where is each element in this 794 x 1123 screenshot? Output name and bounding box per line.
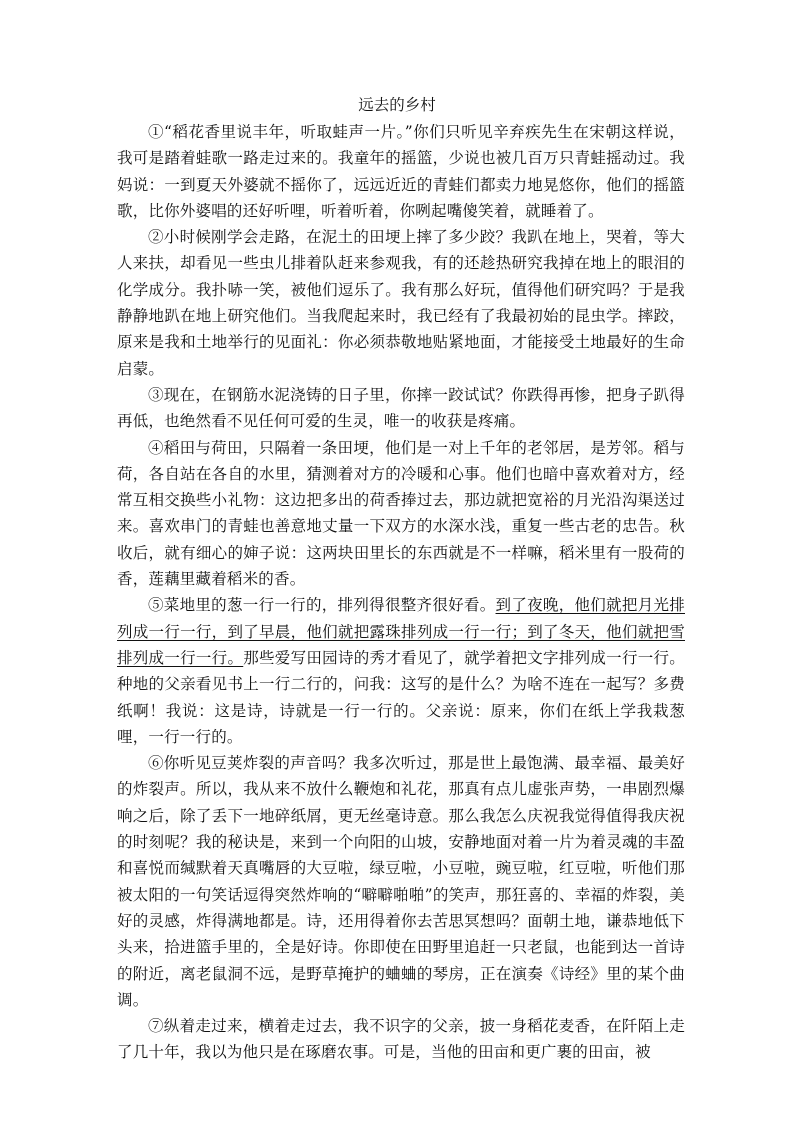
paragraph-5-underlined-sentence: 到了夜晚，他们就把月光排列成一行一行，到了早晨，他们就把露珠排列成一行一行；到了冬天，他们就把雪排列成一行一行。 [117,596,685,667]
paragraph-2: ②小时候刚学会走路，在泥土的田埂上摔了多少跤？我趴在地上，哭着，等大人来扶，却看见一些虫儿排着队赶来参观我，有的还趁热研究我掉在地上的眼泪的化学成分。我扑哧一笑，被他们逗乐了。我有那么好玩，值得他们研究吗？于是我静静地趴在地上研究他们。当我爬起来时，我已经有了我最初始的昆虫学。摔跤，原来是我和土地举行的见面礼：你必须恭敬地贴紧地面，才能接受土地最好的生命启蒙。 [117,228,685,378]
paragraph-6: ⑥你听见豆荚炸裂的声音吗？我多次听过，那是世上最饱满、最幸福、最美好的炸裂声。所以，我从来不放什么鞭炮和礼花，那真有点儿虚张声势，一串剧烈爆响之后，除了丢下一地碎纸屑，更无丝毫诗意。那么我怎么庆祝我觉得值得我庆祝的时刻呢？我的秘诀是，来到一个向阳的山坡，安静地面对着一片为着灵魂的丰盈和喜悦而缄默着天真嘴唇的大豆啦，绿豆啦，小豆啦，豌豆啦，红豆啦，听他们那被太阳的一句笑话逗得突然炸响的“噼噼啪啪”的笑声，那狂喜的、幸福的炸裂，美好的灵感，炸得满地都是。诗，还用得着你去苦思冥想吗？面朝土地，谦恭地低下头来，拾进篮手里的，全是好诗。你即使在田野里追赶一只老鼠，也能到达一首诗的附近，离老鼠洞不远，是野草掩护的蛐蛐的琴房，正在演奏《诗经》里的某个曲调。 [117,754,685,1009]
article-title: 远去的乡村 [358,96,436,114]
paragraph-7: ⑦纵着走过来，横着走过去，我不识字的父亲，披一身稻花麦香，在阡陌上走了几十年，我以为他只是在琢磨农事。可是，当他的田亩和更广裹的田亩，被 [117,1017,685,1062]
article-body [117,119,685,1066]
paragraph-1: ①“稻花香里说丰年，听取蛙声一片。”你们只听见辛弃疾先生在宋朝这样说，我可是踏着蛙歌一路走过来的。我童年的摇篮，少说也被几百万只青蛙摇动过。我妈说：一到夏天外婆就不摇你了，远远近近的青蛙们都卖力地晃悠你，他们的摇篮歌，比你外婆唱的还好听哩，听着听着，你咧起嘴傻笑着，就睡着了。 [117,123,685,220]
paragraph-5-rest: 那些爱写田园诗的秀才看见了，就学着把文字排列成一行一行。种地的父亲看见书上一行二行的，问我：这写的是什么？为啥不连在一起写？多费纸啊！我说：这是诗，诗就是一行一行的。父亲说：原来，你们在纸上学我栽葱哩，一行一行的。 [117,648,685,746]
paragraph-5-intro: ⑤菜地里的葱一行一行的，排列得很整齐很好看。 [148,596,496,615]
paragraph-4: ④稻田与荷田，只隔着一条田埂，他们是一对上千年的老邻居，是芳邻。稻与荷，各自站在各自的水里，猜测着对方的冷暖和心事。他们也暗中喜欢着对方，经常互相交换些小礼物：这边把多出的荷香捧过去，那边就把宽裕的月光沿沟渠送过来。喜欢串门的青蛙也善意地丈量一下双方的水深水浅，重复一些古老的忠告。秋收后，就有细心的婶子说：这两块田里长的东西就是不一样嘛，稻米里有一股荷的香，莲藕里藏着稻米的香。 [117,438,685,589]
paragraph-3: ③现在，在钢筋水泥浇铸的日子里，你摔一跤试试？你跌得再惨，把身子趴得再低，也绝然看不见任何可爱的生灵，唯一的收获是疼痛。 [117,385,685,431]
paragraph-5 [117,592,685,750]
